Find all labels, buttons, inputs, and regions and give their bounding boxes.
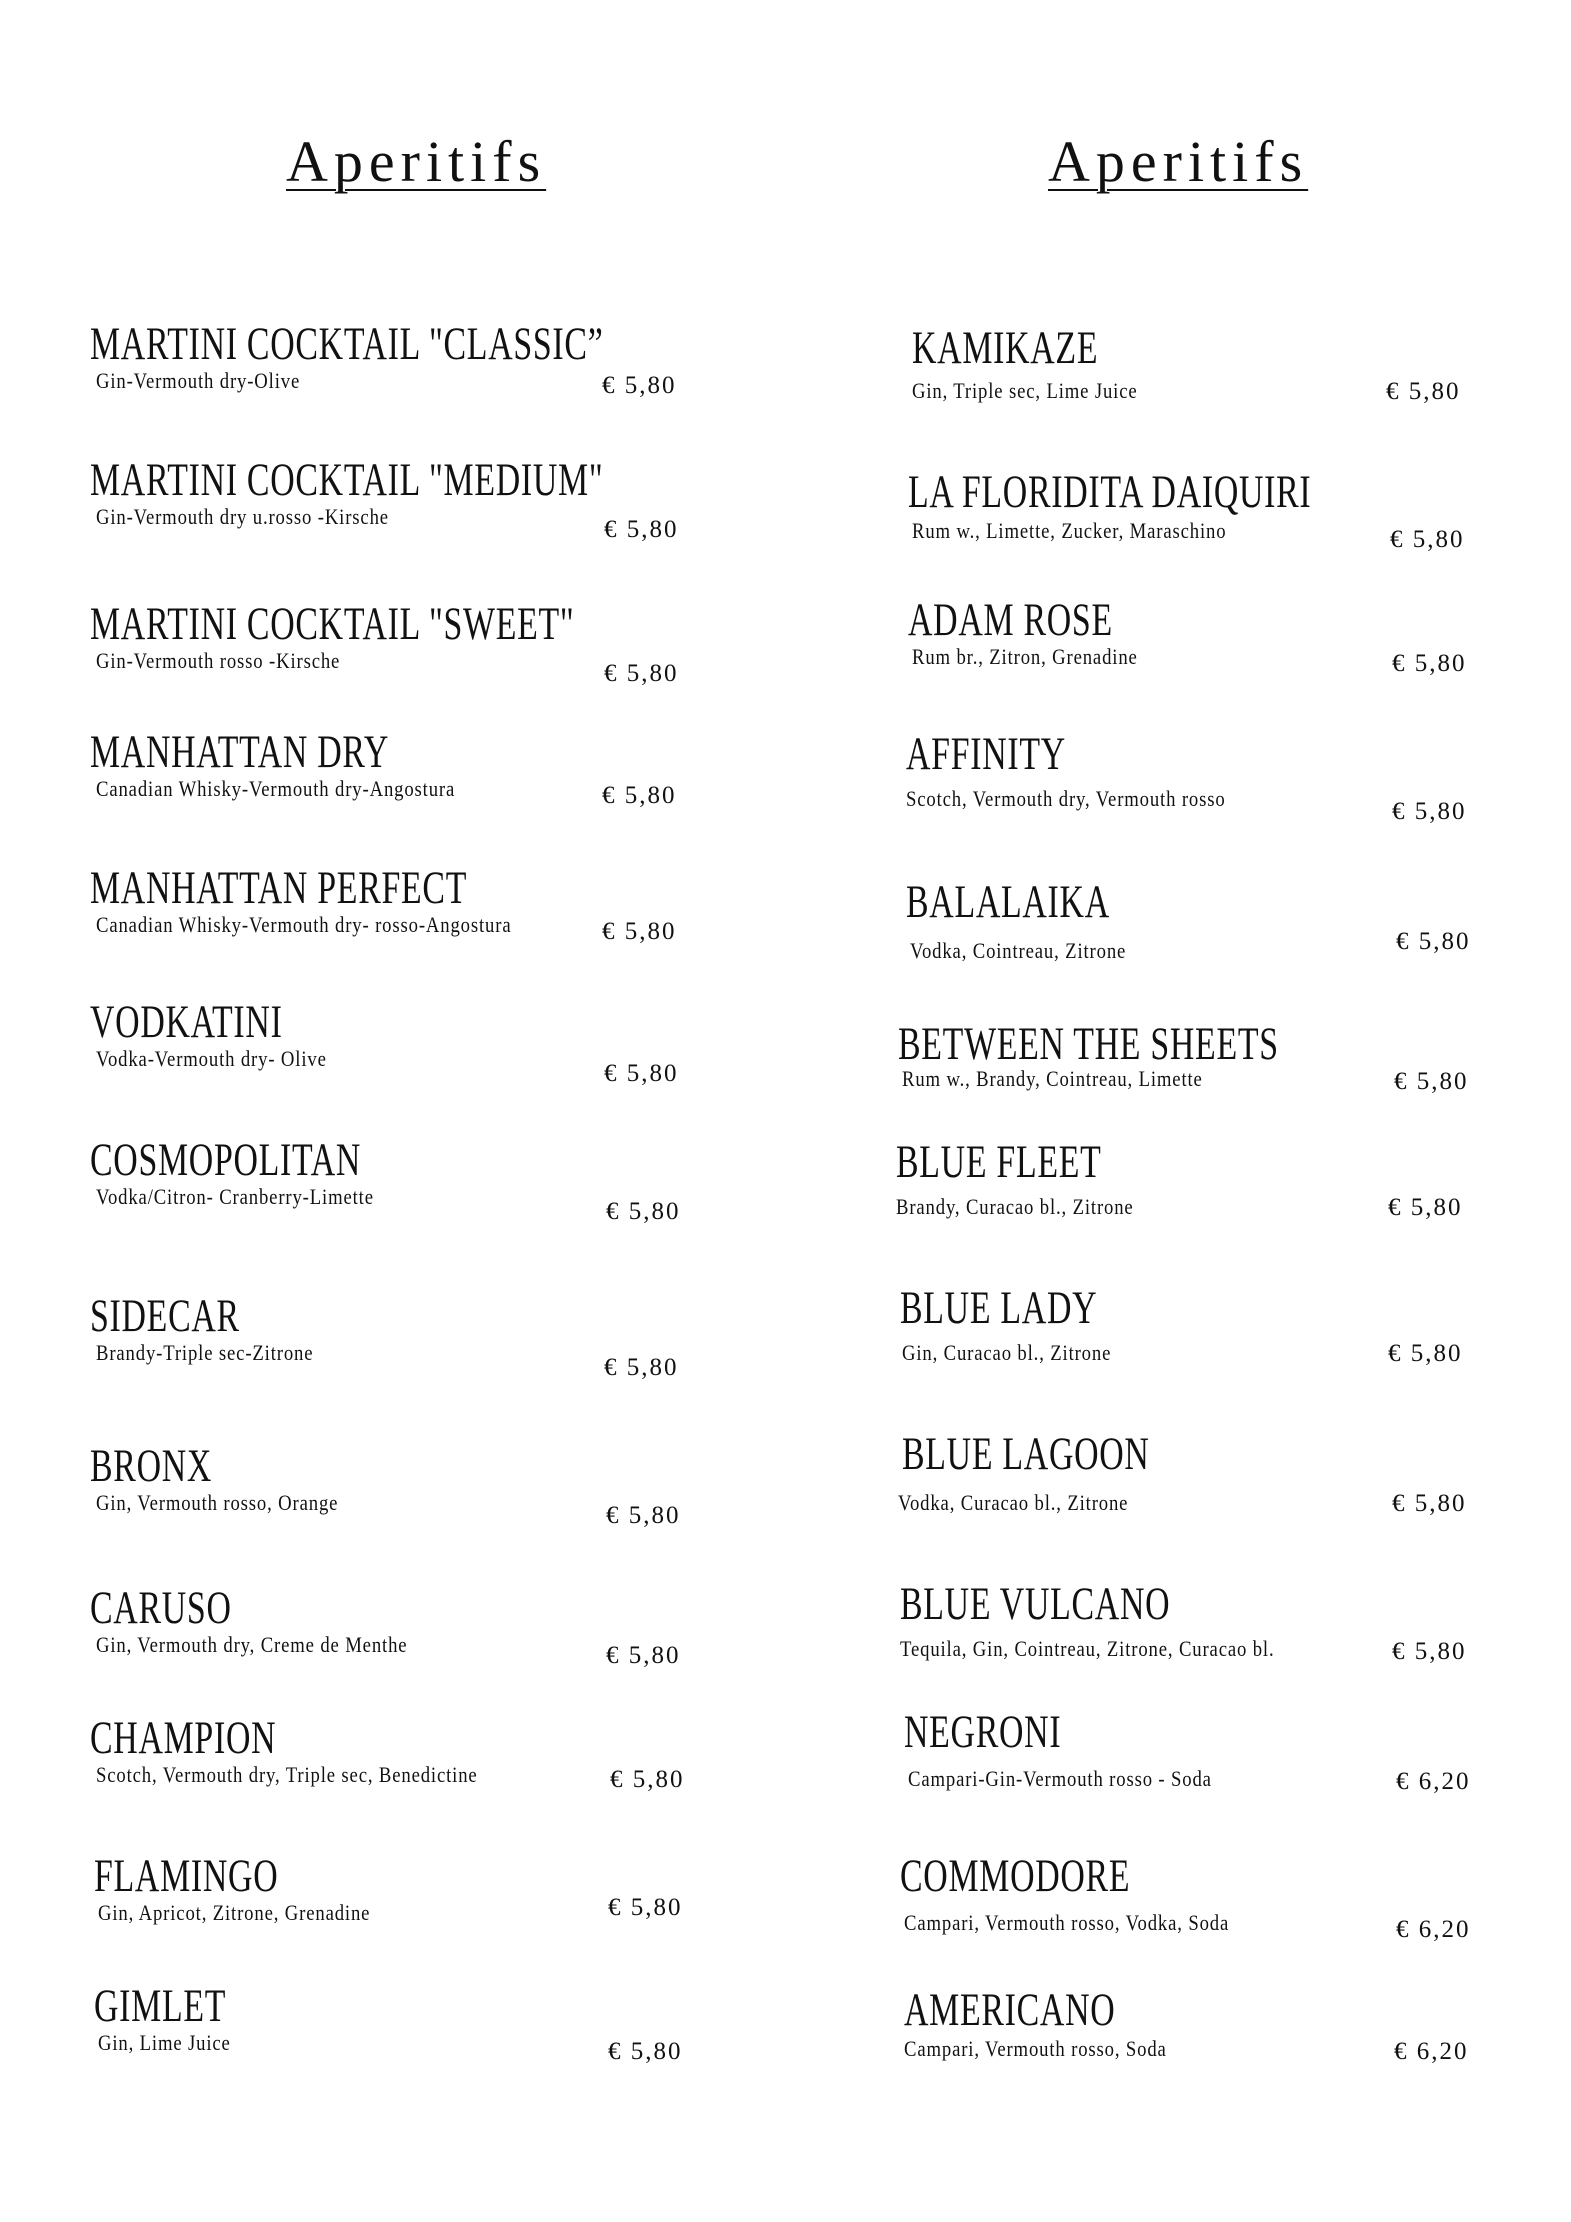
item-description: Gin-Vermouth dry u.rosso -Kirsche (96, 504, 389, 529)
item-description: Campari, Vermouth rosso, Vodka, Soda (904, 1910, 1230, 1935)
item-name: VODKATINI (90, 996, 283, 1048)
item-price: € 5,80 (1392, 650, 1467, 677)
item-description: Gin-Vermouth dry-Olive (96, 368, 301, 393)
menu-item-gimlet (90, 1980, 790, 2100)
item-price: € 5,80 (604, 1354, 679, 1381)
item-name: KAMIKAZE (912, 322, 1099, 374)
item-description: Vodka, Cointreau, Zitrone (910, 938, 1127, 963)
menu-item-blue-lady (880, 1282, 1571, 1402)
menu-item-flamingo (90, 1850, 790, 1970)
item-description: Rum br., Zitron, Grenadine (912, 644, 1138, 669)
menu-item-blue-fleet (880, 1136, 1571, 1256)
menu-item-manhattan-perfect (90, 862, 790, 982)
menu-item-caruso (90, 1582, 790, 1702)
item-price: € 5,80 (1392, 1490, 1467, 1517)
item-price: € 5,80 (1394, 1068, 1469, 1095)
item-description: Scotch, Vermouth dry, Vermouth rosso (906, 786, 1226, 811)
item-name: NEGRONI (904, 1706, 1062, 1758)
item-description: Campari-Gin-Vermouth rosso - Soda (908, 1766, 1212, 1791)
item-description: Gin, Curacao bl., Zitrone (902, 1340, 1112, 1365)
menu-item-affinity (880, 728, 1571, 848)
item-description: Vodka/Citron- Cranberry-Limette (96, 1184, 374, 1209)
item-description: Canadian Whisky-Vermouth dry- rosso-Angostura (96, 912, 512, 937)
menu-item-bronx (90, 1440, 790, 1560)
item-name: BETWEEN THE SHEETS (898, 1018, 1279, 1070)
menu-item-between-the-sheets (880, 1018, 1571, 1138)
item-price: € 5,80 (610, 1766, 685, 1793)
item-description: Gin, Vermouth rosso, Orange (96, 1490, 339, 1515)
menu-item-vodkatini (90, 996, 790, 1116)
menu-item-adam-rose (880, 594, 1571, 714)
item-name: BLUE FLEET (896, 1136, 1102, 1188)
item-price: € 5,80 (608, 1894, 683, 1921)
item-name: SIDECAR (90, 1290, 240, 1342)
item-price: € 5,80 (606, 1502, 681, 1529)
item-name: CHAMPION (90, 1712, 277, 1764)
menu-item-negroni (880, 1706, 1571, 1826)
item-description: Scotch, Vermouth dry, Triple sec, Benedictine (96, 1762, 478, 1787)
item-price: € 5,80 (602, 372, 677, 399)
item-name: AFFINITY (906, 728, 1066, 780)
item-price: € 5,80 (1390, 526, 1465, 553)
menu-item-kamikaze (880, 322, 1571, 442)
item-description: Gin, Vermouth dry, Creme de Menthe (96, 1632, 408, 1657)
menu-item-cosmopolitan (90, 1134, 790, 1254)
menu-item-champion (90, 1712, 790, 1832)
item-description: Brandy-Triple sec-Zitrone (96, 1340, 314, 1365)
item-description: Rum w., Brandy, Cointreau, Limette (902, 1066, 1203, 1091)
menu-item-la-floridita-daiquiri (880, 466, 1571, 586)
item-price: € 6,20 (1394, 2038, 1469, 2065)
item-name: BALALAIKA (906, 876, 1110, 928)
item-description: Tequila, Gin, Cointreau, Zitrone, Curacao bl. (900, 1636, 1275, 1661)
item-price: € 5,80 (1388, 1340, 1463, 1367)
item-price: € 5,80 (602, 918, 677, 945)
item-description: Gin, Apricot, Zitrone, Grenadine (98, 1900, 371, 1925)
item-price: € 5,80 (1386, 378, 1461, 405)
right-heading: Aperitifs (1048, 129, 1309, 194)
menu-item-sidecar (90, 1290, 790, 1410)
item-name: ADAM ROSE (908, 594, 1113, 646)
item-name: BRONX (90, 1440, 213, 1492)
item-description: Vodka-Vermouth dry- Olive (96, 1046, 327, 1071)
item-price: € 5,80 (608, 2038, 683, 2065)
item-description: Gin, Triple sec, Lime Juice (912, 378, 1138, 403)
item-name: AMERICANO (904, 1984, 1116, 2036)
menu-item-commodore (880, 1850, 1571, 1970)
item-name: GIMLET (94, 1980, 227, 2032)
right-column (880, 0, 1571, 2222)
left-column (90, 0, 790, 2222)
item-name: MANHATTAN DRY (90, 726, 390, 778)
menu-item-blue-lagoon (880, 1428, 1571, 1548)
item-price: € 5,80 (1392, 798, 1467, 825)
item-name: MARTINI COCKTAIL "CLASSIC” (90, 318, 604, 370)
item-description: Gin, Lime Juice (98, 2030, 231, 2055)
item-price: € 5,80 (604, 660, 679, 687)
item-price: € 5,80 (1388, 1194, 1463, 1221)
menu-item-americano (880, 1984, 1571, 2104)
item-name: COMMODORE (900, 1850, 1131, 1902)
item-name: BLUE LADY (900, 1282, 1098, 1334)
item-price: € 5,80 (1392, 1638, 1467, 1665)
menu-item-martini-sweet (90, 598, 790, 718)
item-price: € 5,80 (606, 1198, 681, 1225)
item-price: € 5,80 (606, 1642, 681, 1669)
item-name: MANHATTAN PERFECT (90, 862, 468, 914)
menu-item-manhattan-dry (90, 726, 790, 846)
item-price: € 5,80 (602, 782, 677, 809)
item-description: Gin-Vermouth rosso -Kirsche (96, 648, 341, 673)
item-description: Campari, Vermouth rosso, Soda (904, 2036, 1167, 2061)
menu-item-blue-vulcano (880, 1578, 1571, 1698)
item-name: BLUE LAGOON (902, 1428, 1150, 1480)
item-name: COSMOPOLITAN (90, 1134, 362, 1186)
item-name: MARTINI COCKTAIL "MEDIUM" (90, 454, 604, 506)
item-description: Brandy, Curacao bl., Zitrone (896, 1194, 1134, 1219)
item-name: CARUSO (90, 1582, 232, 1634)
item-name: BLUE VULCANO (900, 1578, 1171, 1630)
item-price: € 6,20 (1396, 1768, 1471, 1795)
menu-item-martini-medium (90, 454, 790, 574)
item-description: Canadian Whisky-Vermouth dry-Angostura (96, 776, 456, 801)
item-name: FLAMINGO (94, 1850, 279, 1902)
item-description: Vodka, Curacao bl., Zitrone (898, 1490, 1129, 1515)
menu-item-martini-classic (90, 318, 790, 438)
left-heading: Aperitifs (286, 129, 547, 194)
item-price: € 5,80 (604, 1060, 679, 1087)
item-name: MARTINI COCKTAIL "SWEET" (90, 598, 575, 650)
item-price: € 5,80 (1396, 928, 1471, 955)
item-price: € 6,20 (1396, 1916, 1471, 1943)
menu-item-balalaika (880, 876, 1571, 996)
item-price: € 5,80 (604, 516, 679, 543)
item-name: LA FLORIDITA DAIQUIRI (908, 466, 1312, 518)
item-description: Rum w., Limette, Zucker, Maraschino (912, 518, 1227, 543)
